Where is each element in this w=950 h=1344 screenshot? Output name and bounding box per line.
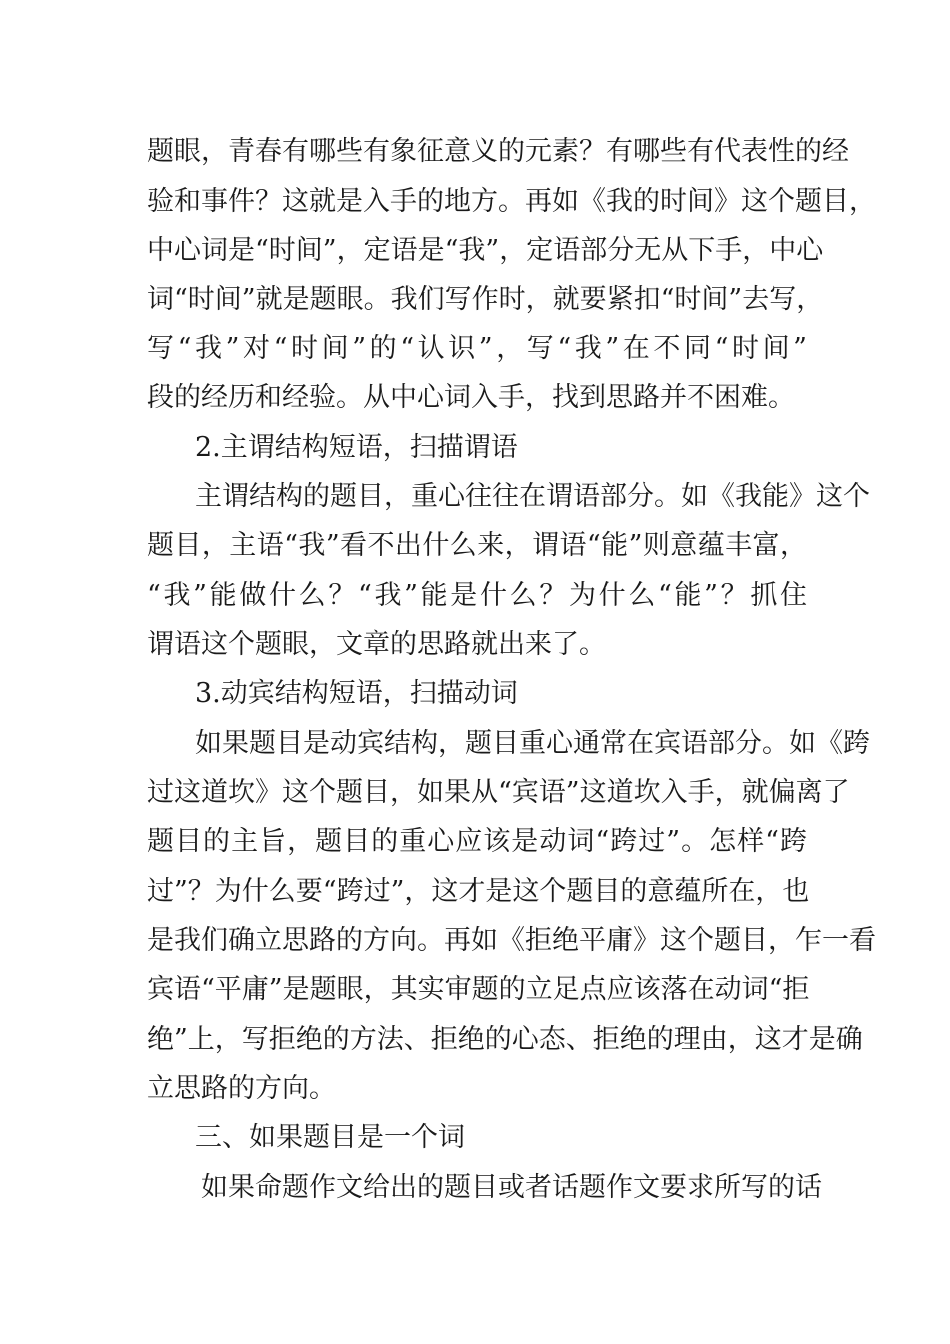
paragraph-line: 词“时间”就是题眼。我们写作时，就要紧扣“时间”去写，: [147, 284, 824, 315]
paragraph-line: 绝”上，写拒绝的方法、拒绝的心态、拒绝的理由，这才是确: [147, 1024, 863, 1055]
paragraph-line: 题眼，青春有哪些有象征意义的元素？有哪些有代表性的经: [147, 136, 849, 167]
paragraph-line: 段的经历和经验。从中心词入手，找到思路并不困难。: [147, 382, 795, 413]
section-heading: 2.主谓结构短语，扫描谓语: [195, 432, 518, 463]
paragraph-line: 过”？为什么要“跨过”，这才是这个题目的意蕴所在，也: [147, 876, 810, 907]
paragraph-line: 题目的主旨，题目的重心应该是动词“跨过”。怎样“跨: [147, 826, 807, 857]
paragraph-line: 写“我”对“时间”的“认识”，写“我”在不同“时间”: [147, 333, 807, 364]
paragraph-line: 过这道坎》这个题目，如果从“宾语”这道坎入手，就偏离了: [147, 777, 850, 808]
paragraph-line: 主谓结构的题目，重心往往在谓语部分。如《我能》这个: [195, 481, 870, 512]
section-heading: 三、如果题目是一个词: [195, 1122, 465, 1153]
section-heading: 3.动宾结构短语，扫描动词: [195, 678, 518, 709]
paragraph-line: 中心词是“时间”，定语是“我”，定语部分无从下手，中心: [147, 235, 824, 266]
paragraph-line: 是我们确立思路的方向。再如《拒绝平庸》这个题目，乍一看: [147, 925, 876, 956]
paragraph-line: 宾语“平庸”是题眼，其实审题的立足点应该落在动词“拒: [147, 974, 810, 1005]
paragraph-line: 如果题目是动宾结构，题目重心通常在宾语部分。如《跨: [195, 728, 870, 759]
paragraph-line: “我”能做什么？“我”能是什么？为什么“能”？抓住: [147, 580, 807, 611]
paragraph-line: 立思路的方向。: [147, 1073, 336, 1104]
paragraph-line: 验和事件？这就是入手的地方。再如《我的时间》这个题目，: [147, 186, 876, 217]
paragraph-line: 题目，主语“我”看不出什么来，谓语“能”则意蕴丰富，: [147, 530, 807, 561]
paragraph-line: 谓语这个题眼，文章的思路就出来了。: [147, 629, 606, 660]
paragraph-line: 如果命题作文给出的题目或者话题作文要求所写的话: [201, 1172, 822, 1203]
